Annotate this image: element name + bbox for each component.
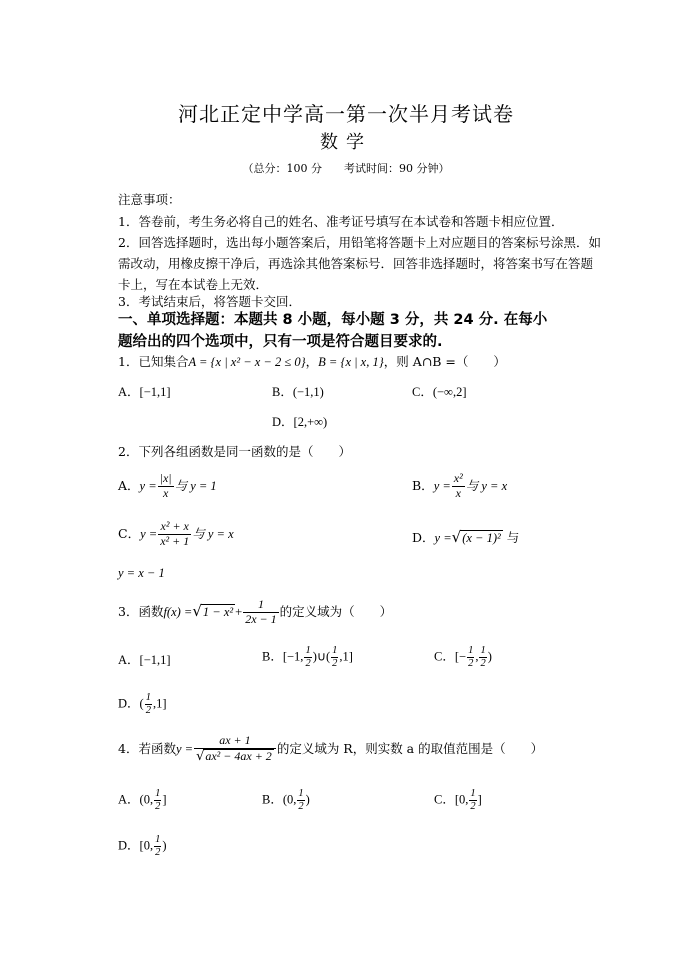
question-3-option-b: B．[−1, $\frac{1}{2}$ )∪( $\frac{1}{2}$ ,1] — [262, 645, 353, 670]
question-1-sep: ， — [305, 354, 319, 369]
fraction-half: $\frac{1}{2}$ — [155, 788, 161, 813]
question-1-option-d: D．[2,+∞) — [272, 415, 328, 429]
notes-heading: 注意事项： — [118, 192, 181, 207]
question-2-option-d-line-2: y = x − 1 — [118, 566, 165, 580]
question-4-option-c: C．[0, $\frac{1}{2}$ ] — [434, 788, 482, 813]
fraction: $\frac{|x|}{x}$ — [159, 471, 172, 500]
section-1-heading-line-1: 一、单项选择题：本题共 8 小题，每小题 3 分，共 24 分. 在每小 — [118, 312, 548, 328]
question-1-stem — [118, 352, 506, 370]
section-1-heading-line-2: 题给出的四个选项中，只有一项是符合题目要求的. — [118, 334, 443, 350]
question-2-option-d: D．y =√(x − 1)² 与 — [412, 528, 520, 546]
question-2-option-b: B．y = $\frac{\text{x²}}{x}$ 与 y = x — [412, 471, 508, 500]
question-1-option-b: B．(−1,1) — [272, 385, 324, 399]
question-1-prefix: 1．已知集合 — [118, 354, 189, 369]
fraction: $\frac{ax + 1}{\text{√ax² − 4ax + 2}}$ — [194, 734, 276, 765]
question-2-option-a: A．y = $\frac{|x|}{x}$ 与 y = 1 — [118, 471, 217, 500]
note-item-3: 3．考试结束后，将答题卡交回． — [118, 294, 301, 309]
fraction: $\frac{1}{2x - 1}$ — [245, 597, 277, 626]
question-3-option-d: D．( $\frac{1}{2}$ ,1] — [118, 692, 167, 717]
fraction-half: $\frac{1}{2}$ — [332, 645, 338, 670]
fraction-half: $\frac{1}{2}$ — [155, 834, 161, 859]
question-4-stem: 4．若函数y = $\frac{ax + 1}{\text{√ax² − 4ax + 2}}$ 的定义域为 R，则实数 a 的取值范围是（ ） — [118, 733, 544, 764]
note-item-1: 1．答卷前，考生务必将自己的姓名、准考证号填写在本试卷和答题卡相应位置． — [118, 214, 564, 229]
question-4-option-a: A．(0, $\frac{1}{2}$ ] — [118, 788, 167, 813]
question-1-option-a: A．[−1,1] — [118, 385, 171, 399]
set-a: A = {x | x² − x − 2 ≤ 0} — [188, 355, 306, 369]
fraction-half: $\frac{1}{2}$ — [470, 788, 476, 813]
fraction: $\frac{\text{x²}}{x}$ — [453, 471, 463, 500]
subject-title: 数学 — [320, 132, 372, 153]
sqrt-sign: √ — [451, 528, 462, 546]
question-4-option-b: B．(0, $\frac{1}{2}$ ) — [262, 788, 310, 813]
note-item-2-line-1: 2．回答选择题时，选出每小题答案后，用铅笔将答题卡上对应题目的答案标号涂黑．如 — [118, 235, 601, 250]
set-b: B = {x | x, 1} — [318, 355, 384, 369]
note-item-2-line-2: 需改动，用橡皮擦干净后，再选涂其他答案标号．回答非选择题时，将答案书写在答题 — [118, 256, 594, 271]
fraction-half: $\frac{1}{2}$ — [468, 645, 474, 670]
sqrt-sign: √ — [196, 748, 205, 764]
question-1-suffix: ，则 A∩B =（ ） — [383, 354, 506, 369]
fraction-half: $\frac{1}{2}$ — [480, 645, 486, 670]
fraction-half: $\frac{1}{2}$ — [145, 692, 151, 717]
question-3-option-c: C．[− $\frac{1}{2}$ , $\frac{1}{2}$ ) — [434, 645, 492, 670]
note-item-2-line-3: 卡上，写在本试卷上无效． — [118, 277, 269, 292]
fraction-half: $\frac{1}{2}$ — [298, 788, 304, 813]
question-4-option-d: D．[0, $\frac{1}{2}$ ) — [118, 834, 167, 859]
fraction-half: $\frac{1}{2}$ — [305, 645, 311, 670]
question-3-option-a: A．[−1,1] — [118, 653, 171, 667]
exam-title: 河北正定中学高一第一次半月考试卷 — [178, 102, 514, 126]
question-2-stem: 2．下列各组函数是同一函数的是（ ） — [118, 444, 351, 459]
fraction: $\frac{\text{x² + x}}{\text{x² + 1}}$ — [160, 519, 190, 548]
sqrt-sign: √ — [192, 601, 202, 620]
exam-info: （总分：100 分 考试时间：90 分钟） — [242, 162, 450, 175]
question-2-option-c: C．y = $\frac{\text{x² + x}}{\text{x² + 1}}$ 与 y = x — [118, 519, 234, 548]
question-3-stem: 3．函数f(x) =√1 − x² + $\frac{1}{2x - 1}$ 的定义域为（ ） — [118, 597, 393, 626]
question-1-option-c: C．(−∞,2] — [412, 385, 467, 399]
